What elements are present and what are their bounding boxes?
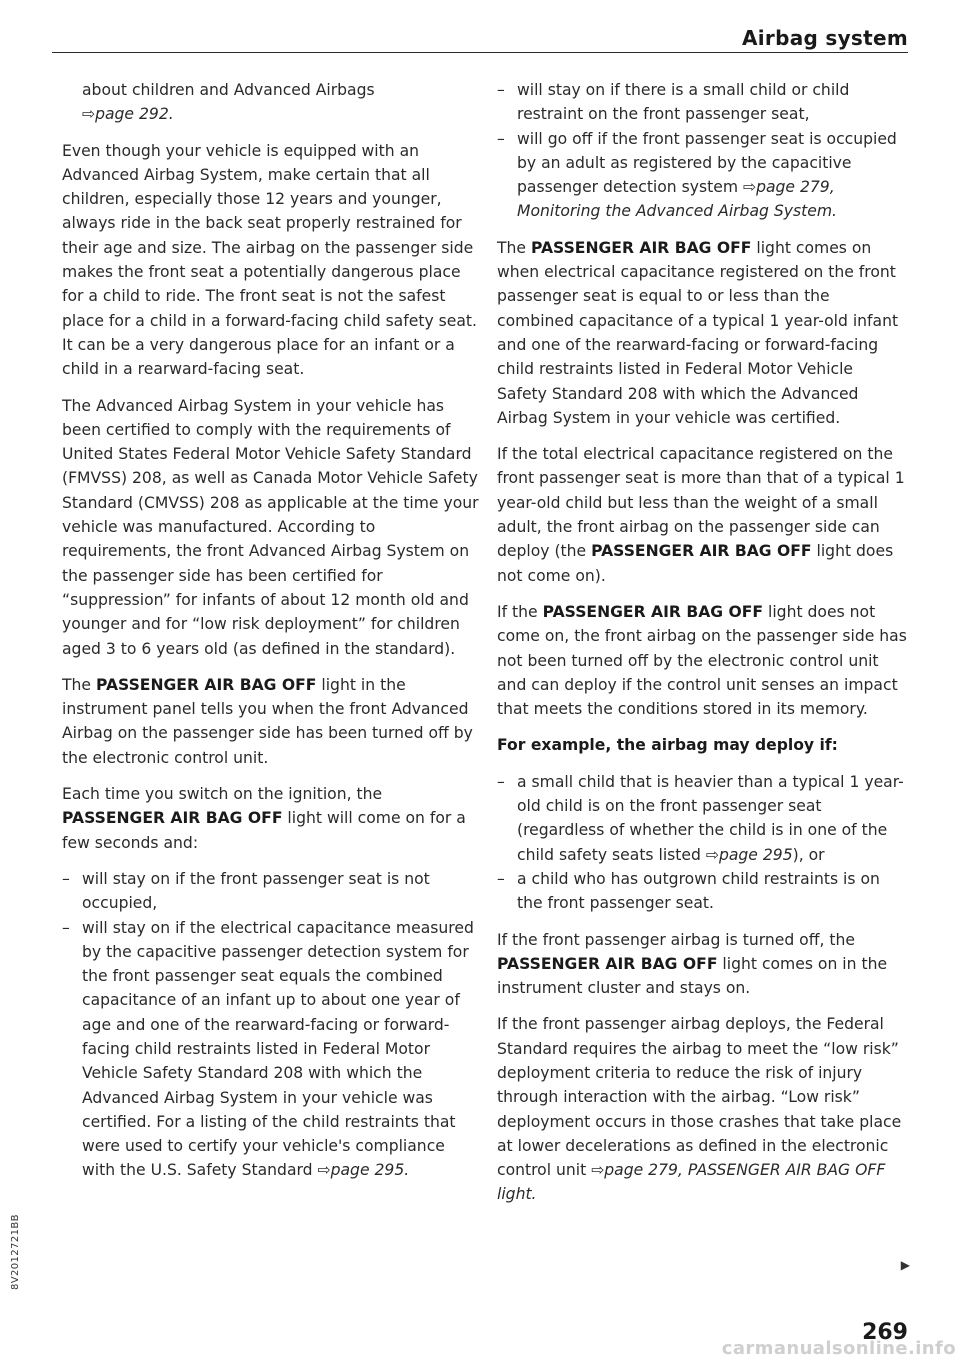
dash-list [62, 867, 482, 1183]
list-item: – a small child that is heavier than a typical 1 year-old child is on the front passenger seat (regardless of whether the child is in one of the child safety seats listed ⇨page 295), or [497, 770, 907, 867]
paragraph: If the front passenger airbag deploys, the Federal Standard requires the airbag to meet the “low risk” deployment criteria to reduce the risk of injury through interaction with the airbag. “Low risk” deployment occurs in those crashes that take place at lower decelerations as defined in the electronic control unit ⇨page 279, PASSENGER AIR BAG OFF light. [497, 1015, 902, 1204]
section-title: Airbag system [742, 26, 908, 50]
list-item: – a child who has outgrown child restraints is on the front passenger seat. [497, 867, 907, 916]
dash-list [497, 78, 907, 224]
header-divider [52, 52, 908, 53]
paragraph: If the front passenger airbag is turned off, the PASSENGER AIR BAG OFF light comes on in the instrument cluster and stays on. [497, 930, 888, 998]
warning-light-name: PASSENGER AIR BAG OFF [530, 238, 752, 257]
page-reference-link[interactable]: ⇨page 279, PASSENGER AIR BAG OFF light. [497, 1161, 886, 1204]
subheading: For example, the airbag may deploy if: [497, 736, 838, 755]
paragraph: If the total electrical capacitance registered on the front passenger seat is more than that of a typical 1 year-old child but less than the weight of a small adult, the front airbag on the passenger side can deploy (the PASSENGER AIR BAG OFF light does not come on). [497, 445, 905, 585]
list-item: – will go off if the front passenger seat is occupied by an adult as registered by the capacitive passenger detection system ⇨page 279, Monitoring the Advanced Airbag System. [497, 127, 907, 224]
paragraph: If the PASSENGER AIR BAG OFF light does not come on, the front airbag on the passenger side has not been turned off by the electronic control unit and can deploy if the control unit senses an impact that meets the conditions stored in its memory. [497, 602, 907, 719]
paragraph: Each time you switch on the ignition, the PASSENGER AIR BAG OFF light will come on for a few seconds and: [62, 785, 466, 852]
intro-text: about children and Advanced Airbags [82, 81, 375, 99]
watermark: carmanualsonline.info [721, 1338, 956, 1359]
dash-list [497, 770, 907, 916]
paragraph: Even though your vehicle is equipped with an Advanced Airbag System, make certain that all children, especially those 12 years and younger, always ride in the back seat properly restrained for their age and size. The airbag on the passenger side makes the front seat a potentially dangerous place for a child to ride. The front seat is not the safest place for a child in a forward-facing child safety seat. It can be a very dangerous place for an infant or a child in a rearward-facing seat. [62, 141, 477, 379]
page-reference-link[interactable]: ⇨page 295 [705, 845, 793, 864]
list-item: – will stay on if there is a small child or child restraint on the front passenger seat, [497, 78, 907, 127]
page-reference-link[interactable]: ⇨page 279, Monitoring the Advanced Airbag System. [517, 178, 837, 221]
intro-continuation [82, 78, 482, 127]
warning-light-name: PASSENGER AIR BAG OFF [497, 954, 718, 973]
page-reference-link[interactable]: ⇨page 292. [82, 105, 174, 124]
warning-light-name: PASSENGER AIR BAG OFF [591, 542, 812, 561]
paragraph: The PASSENGER AIR BAG OFF light in the instrument panel tells you when the front Advanced Airbag on the passenger side has been turned off by the electronic control unit. [62, 675, 473, 767]
paragraph: The Advanced Airbag System in your vehicle has been certified to comply with the requirements of United States Federal Motor Vehicle Safety Standard (FMVSS) 208, as well as Canada Motor Vehicle Safety Standard (CMVSS) 208 as applicable at the time your vehicle was manufactured. According to requirements, the front Advanced Airbag System on the passenger side has been certified for “suppression” for infants of about 12 month old and younger and for “low risk deployment” for children aged 3 to 6 years old (as defined in the standard). [62, 396, 479, 658]
list-item: – will stay on if the electrical capacitance measured by the capacitive passenger detection system for the front passenger seat equals the combined capacitance of an infant up to about one year of age and one of the rearward-facing or forward-facing child restraints listed in Federal Motor Vehicle Safety Standard 208 with which the Advanced Airbag System in your vehicle was certified. For a listing of the child restraints that were used to certify your vehicle's compliance with the U.S. Safety Standard ⇨page 295. [62, 916, 482, 1183]
left-column [62, 78, 482, 1195]
warning-light-name: PASSENGER AIR BAG OFF [95, 675, 317, 694]
page-reference-link[interactable]: ⇨page 295. [317, 1161, 410, 1180]
paragraph: The PASSENGER AIR BAG OFF light comes on when electrical capacitance registered on the front passenger seat is equal to or less than the combined capacitance of a typical 1 year-old infant and one of the rearward-facing or forward-facing child restraints listed in Federal Motor Vehicle Safety Standard 208 with which the Advanced Airbag System in your vehicle was certified. [497, 238, 899, 427]
warning-light-name: PASSENGER AIR BAG OFF [542, 602, 764, 621]
page-number: 269 [862, 1320, 908, 1345]
arrow-right-icon: ⇨ [317, 1161, 331, 1180]
warning-light-name: PASSENGER AIR BAG OFF [62, 809, 283, 828]
right-column [497, 78, 907, 1219]
arrow-right-icon: ⇨ [742, 178, 757, 197]
continue-next-page-icon: ▶ [900, 1258, 910, 1272]
arrow-right-icon: ⇨ [591, 1161, 605, 1180]
list-item: – will stay on if the front passenger seat is not occupied, [62, 867, 482, 916]
document-code: 8V2012721BB [10, 1214, 21, 1290]
arrow-right-icon: ⇨ [82, 105, 96, 124]
arrow-right-icon: ⇨ [705, 845, 719, 864]
